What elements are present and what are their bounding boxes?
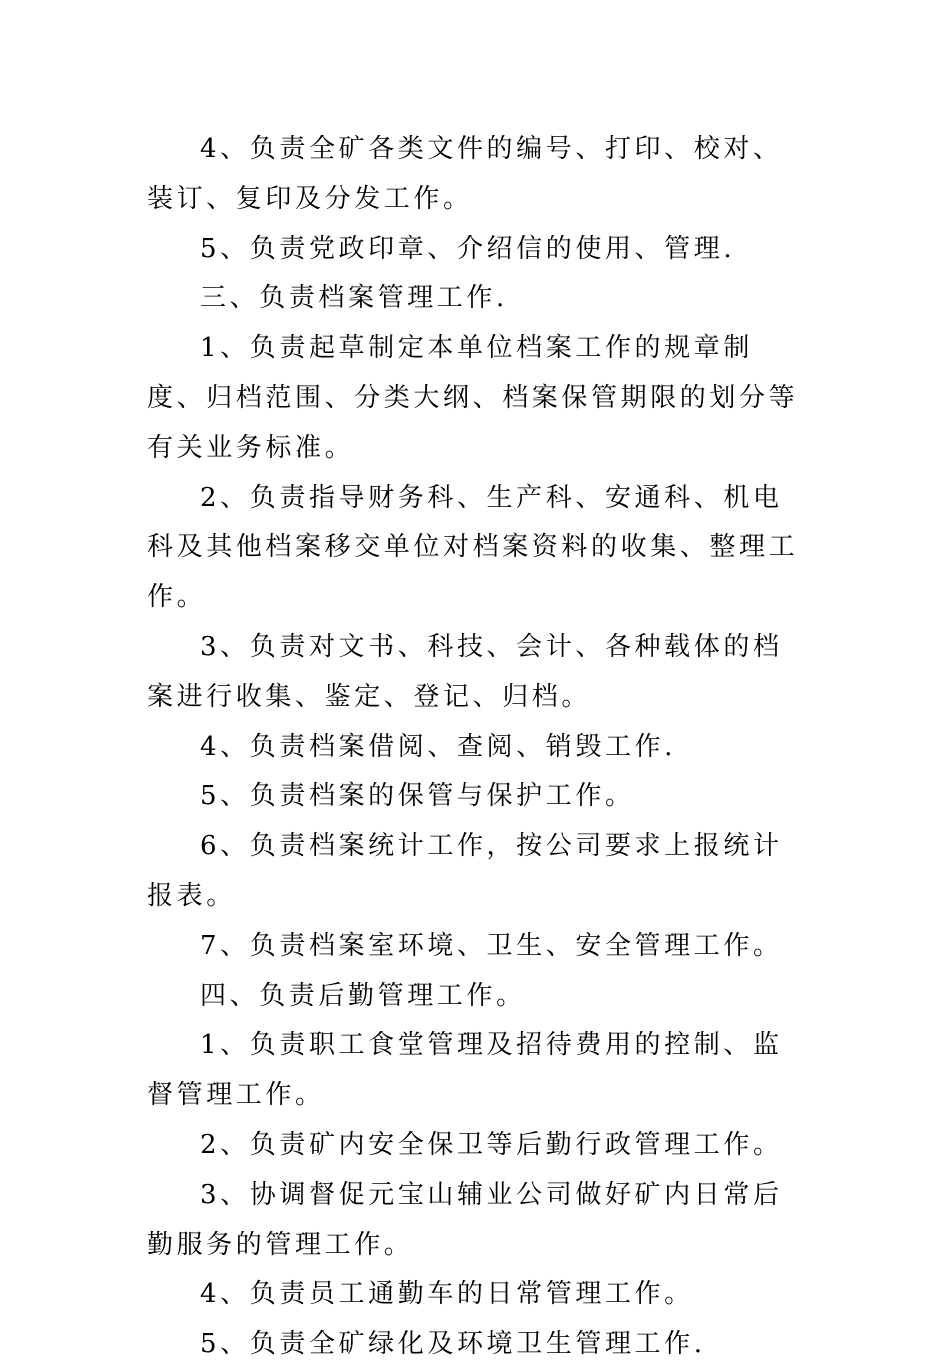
section-heading-4: 四、负责后勤管理工作。 xyxy=(200,980,526,1011)
paragraph-9: 6、负责档案统计工作，按公司要求上报统计报表。 xyxy=(147,831,783,911)
paragraph-2: 5、负责党政印章、介绍信的使用、管理. xyxy=(200,233,736,264)
paragraph-7: 4、负责档案借阅、查阅、销毁工作. xyxy=(200,731,677,762)
paragraph-12: 1、负责职工食堂管理及招待费用的控制、监督管理工作。 xyxy=(147,1030,783,1111)
paragraph-5: 2、负责指导财务科、生产科、安通科、机电科及其他档案移交单位对档案资料的收集、整理工作。 xyxy=(147,482,799,613)
paragraph-16: 5、负责全矿绿化及环境卫生管理工作. xyxy=(200,1329,706,1360)
paragraph-4: 1、负责起草制定本单位档案工作的规章制度、归档范围、分类大纲、档案保管期限的划分等有关业务标准。 xyxy=(147,333,799,463)
paragraph-15: 4、负责员工通勤车的日常管理工作。 xyxy=(200,1279,694,1310)
paragraph-6: 3、负责对文书、科技、会计、各种载体的档案进行收集、鉴定、登记、归档。 xyxy=(147,631,783,712)
paragraph-8: 5、负责档案的保管与保护工作。 xyxy=(200,781,635,812)
paragraph-13: 2、负责矿内安全保卫等后勤行政管理工作。 xyxy=(200,1129,783,1160)
document-body xyxy=(147,125,812,1370)
section-heading-3: 三、负责档案管理工作. xyxy=(200,283,508,314)
paragraph-14: 3、协调督促元宝山辅业公司做好矿内日常后勤服务的管理工作。 xyxy=(147,1179,783,1260)
paragraph-1: 4、负责全矿各类文件的编号、打印、校对、装订、复印及分发工作。 xyxy=(147,134,783,214)
paragraph-10: 7、负责档案室环境、卫生、安全管理工作。 xyxy=(200,930,783,961)
